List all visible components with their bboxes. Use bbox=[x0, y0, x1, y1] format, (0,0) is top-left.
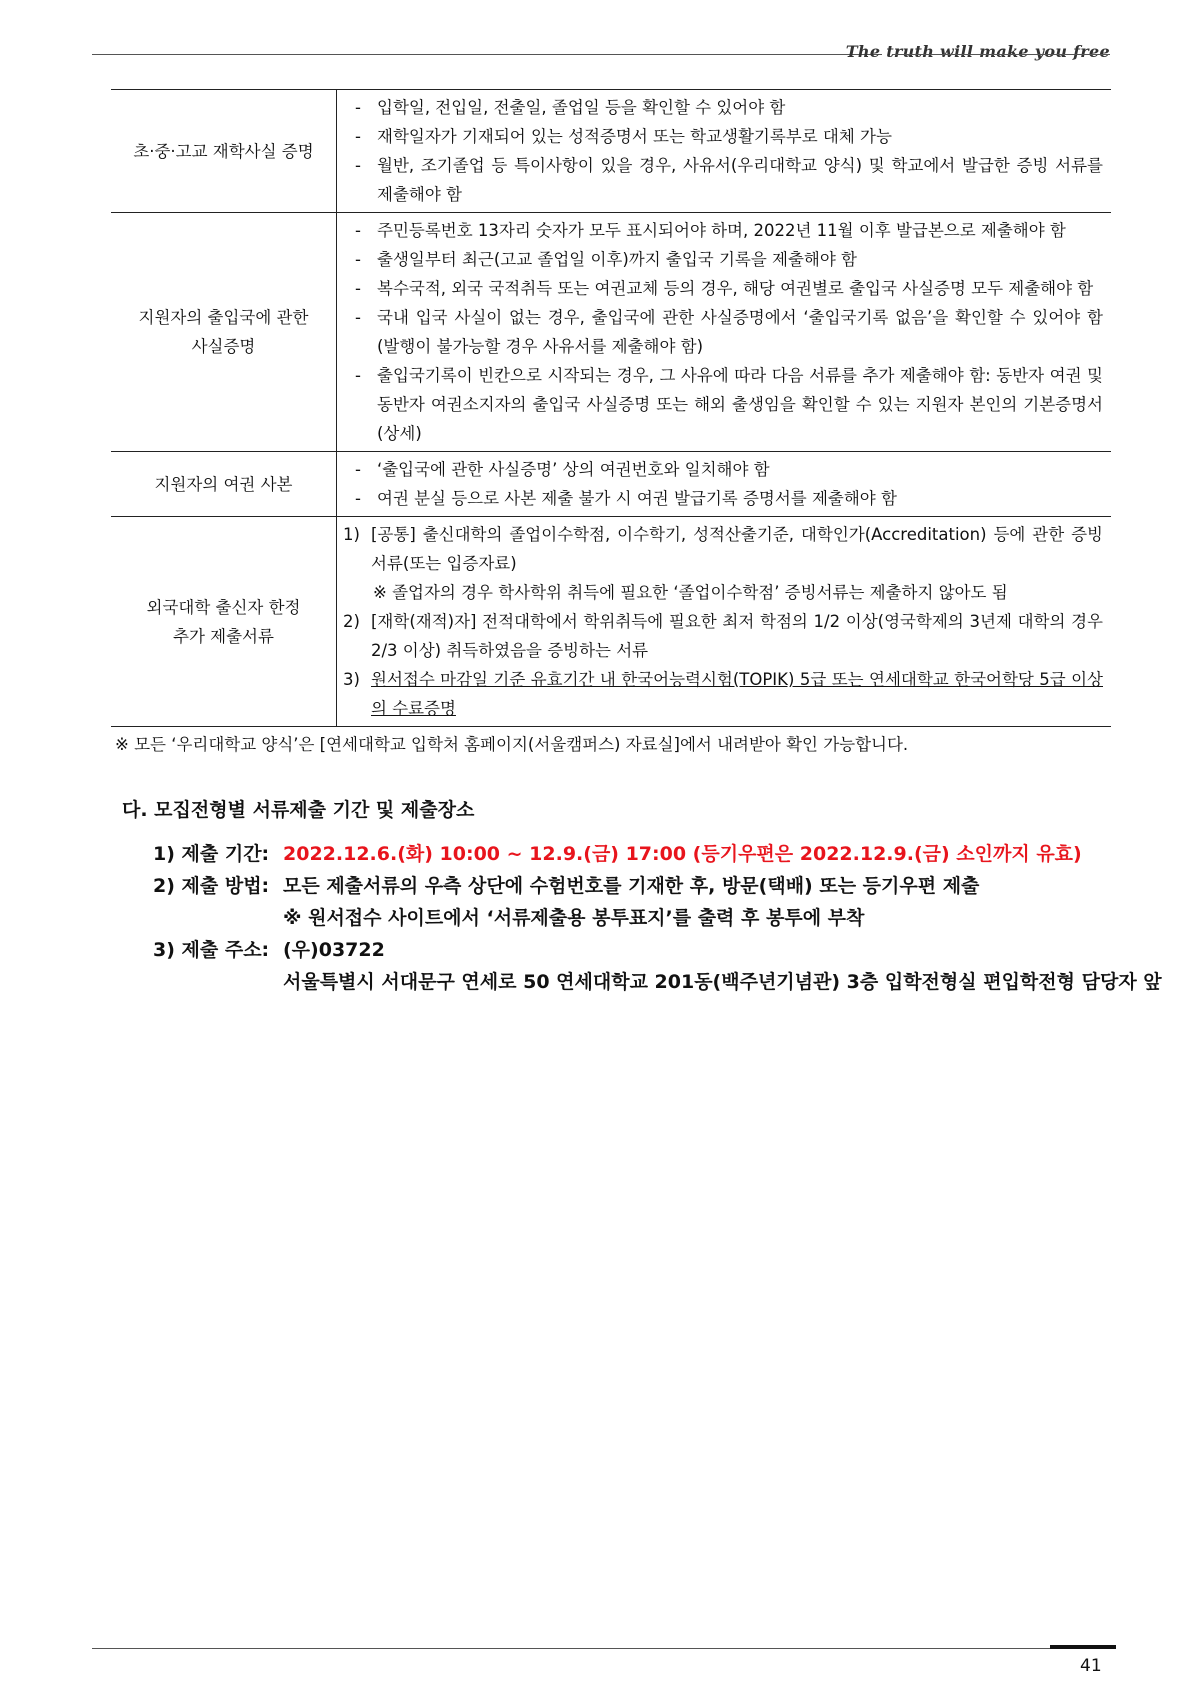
row-label: 외국대학 출신자 한정 추가 제출서류 bbox=[111, 517, 337, 727]
row-content bbox=[337, 517, 1112, 727]
header-motto: The truth will make you free bbox=[845, 42, 1110, 61]
footer-rule bbox=[92, 1648, 1110, 1649]
row-content bbox=[337, 213, 1112, 452]
period-label: 1) 제출 기간: bbox=[153, 843, 270, 865]
header-rule-left bbox=[92, 54, 882, 55]
section-title: 다. 모집전형별 서류제출 기간 및 제출장소 bbox=[122, 799, 475, 821]
list-item: 3) 원서접수 마감일 기준 유효기간 내 한국어능력시험(TOPIK) 5급 또는 연세대학교 한국어학당 5급 이상의 수료증명 bbox=[343, 670, 1103, 718]
list-item: 1) [공통] 출신대학의 졸업이수학점, 이수학기, 성적산출기준, 대학인가(Accreditation) 등에 관한 증빙서류(또는 입증자료) bbox=[343, 525, 1103, 573]
table-footnote: ※ 모든 ‘우리대학교 양식’은 [연세대학교 입학처 홈페이지(서울캠퍼스) 자료실]에서 내려받아 확인 가능합니다. bbox=[115, 735, 909, 754]
list-item-note: ※ 졸업자의 경우 학사학위 취득에 필요한 ‘졸업이수학점’ 증빙서류는 제출하지 않아도 됨 bbox=[373, 583, 1008, 602]
list-item: - 여권 분실 등으로 사본 제출 불가 시 여권 발급기록 증명서를 제출해야 함 bbox=[355, 489, 897, 508]
period-value: 2022.12.6.(화) 10:00 ~ 12.9.(금) 17:00 (등기우편은 2022.12.9.(금) 소인까지 유효) bbox=[283, 843, 1082, 865]
table-row bbox=[111, 90, 1111, 213]
list-item: - 국내 입국 사실이 없는 경우, 출입국에 관한 사실증명에서 ‘출입국기록 없음’을 확인할 수 있어야 함(발행이 불가능할 경우 사유서를 제출해야 함) bbox=[355, 308, 1103, 356]
list-item: - 재학일자가 기재되어 있는 성적증명서 또는 학교생활기록부로 대체 가능 bbox=[355, 127, 892, 146]
method-label: 2) 제출 방법: bbox=[153, 875, 270, 897]
row-content bbox=[337, 452, 1112, 517]
list-item: - ‘출입국에 관한 사실증명’ 상의 여권번호와 일치해야 함 bbox=[355, 460, 770, 479]
address-label: 3) 제출 주소: bbox=[153, 939, 270, 961]
table-row bbox=[111, 452, 1111, 517]
requirements-table bbox=[111, 89, 1111, 727]
list-item: - 출생일부터 최근(고교 졸업일 이후)까지 출입국 기록을 제출해야 함 bbox=[355, 250, 857, 269]
list-item: - 월반, 조기졸업 등 특이사항이 있을 경우, 사유서(우리대학교 양식) 및 학교에서 발급한 증빙 서류를 제출해야 함 bbox=[355, 156, 1103, 204]
list-item: - 복수국적, 외국 국적취득 또는 여권교체 등의 경우, 해당 여권별로 출입국 사실증명 모두 제출해야 함 bbox=[355, 279, 1094, 298]
list-item: - 주민등록번호 13자리 숫자가 모두 표시되어야 하며, 2022년 11월 이후 발급본으로 제출해야 함 bbox=[355, 221, 1066, 240]
list-item: 2) [재학(재적)자] 전적대학에서 학위취득에 필요한 최저 학점의 1/2 이상(영국학제의 3년제 대학의 경우 2/3 이상) 취득하였음을 증빙하는 서류 bbox=[343, 612, 1103, 660]
row-label: 초·중·고교 재학사실 증명 bbox=[111, 90, 337, 213]
address-zip: (우)03722 bbox=[283, 939, 385, 961]
table-row bbox=[111, 213, 1111, 452]
row-content bbox=[337, 90, 1112, 213]
method-note: ※ 원서접수 사이트에서 ‘서류제출용 봉투표지’를 출력 후 봉투에 부착 bbox=[283, 907, 865, 929]
list-item: - 출입국기록이 빈칸으로 시작되는 경우, 그 사유에 따라 다음 서류를 추가 제출해야 함: 동반자 여권 및 동반자 여권소지자의 출입국 사실증명 또는 해외 출생임을 확인할 수 있는 지원자 본인의 기본증명서(상세) bbox=[355, 366, 1103, 443]
page-number: 41 bbox=[1080, 1656, 1102, 1676]
table-row bbox=[111, 517, 1111, 727]
method-value: 모든 제출서류의 우측 상단에 수험번호를 기재한 후, 방문(택배) 또는 등기우편 제출 bbox=[283, 875, 980, 897]
row-label: 지원자의 여권 사본 bbox=[111, 452, 337, 517]
row-label: 지원자의 출입국에 관한 사실증명 bbox=[111, 213, 337, 452]
header-rule-right bbox=[892, 54, 1110, 55]
footer-mark bbox=[1050, 1645, 1116, 1649]
address-line: 서울특별시 서대문구 연세로 50 연세대학교 201동(백주년기념관) 3층 입학전형실 편입학전형 담당자 앞 bbox=[283, 971, 1162, 993]
list-item: - 입학일, 전입일, 전출일, 졸업일 등을 확인할 수 있어야 함 bbox=[355, 98, 786, 117]
